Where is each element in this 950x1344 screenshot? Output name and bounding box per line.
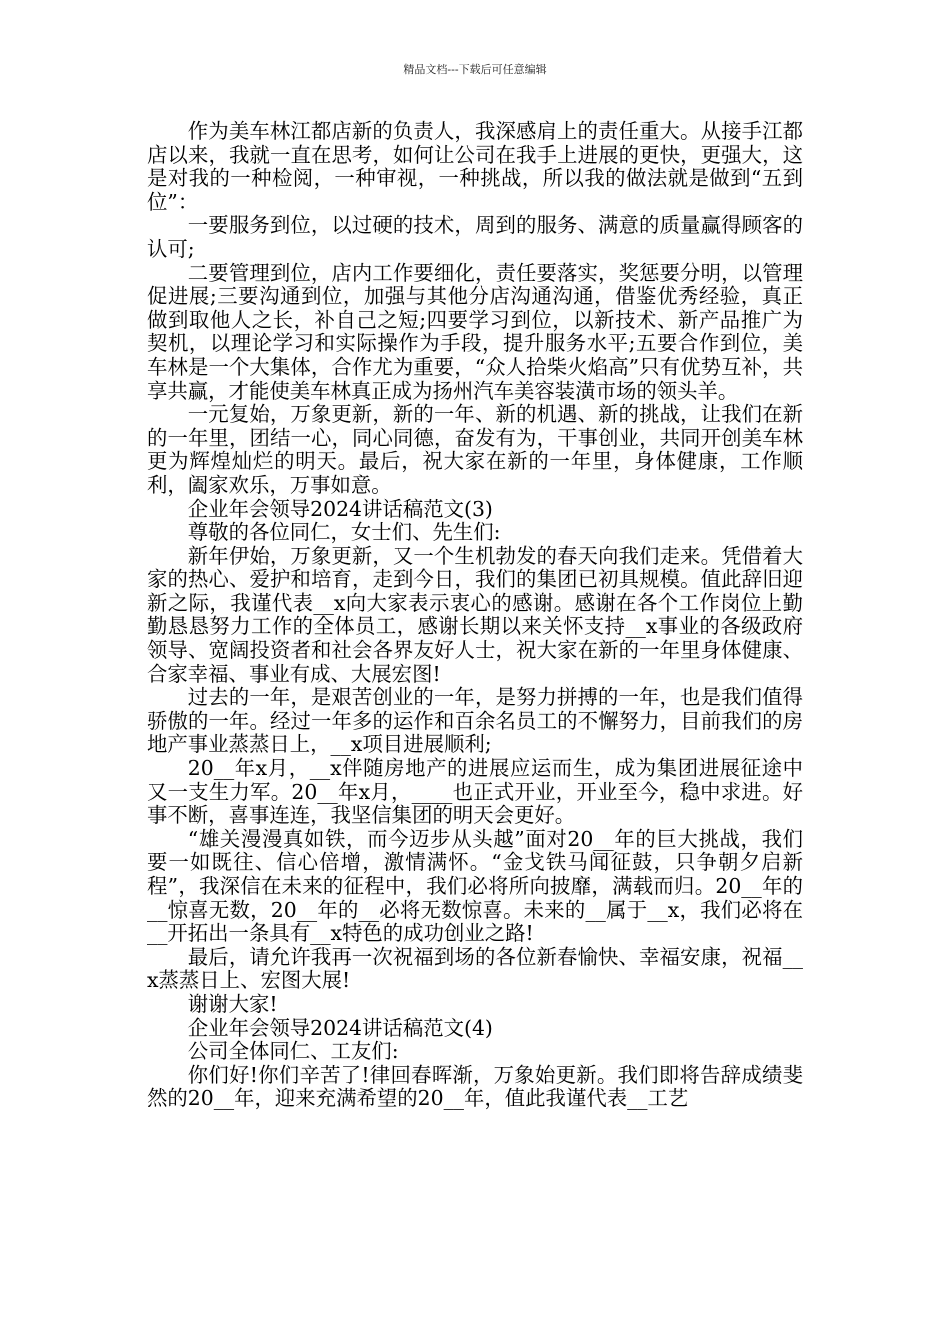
paragraph: 一要服务到位，以过硬的技术，周到的服务、满意的质量赢得顾客的认可;	[147, 213, 803, 261]
salutation: 尊敬的各位同仁，女士们、先生们:	[187, 520, 501, 545]
paragraph: 新年伊始，万象更新，又一个生机勃发的春天向我们走来。凭借着大家的热心、爱护和培育，走到今日，我们的集团已初具规模。值此辞旧迎新之际，我谨代表__x向大家表示衷心的感谢。感谢在各个工作岗位上勤勤恳恳努力工作的全体员工，感谢长期以来关怀支持__x事业的各级政府领导、宽阔投资者和社会各界友好人士，祝大家在新的一年里身体健康、合家幸福、事业有成、大展宏图!	[147, 543, 803, 686]
paragraph: 一元复始，万象更新，新的一年、新的机遇、新的挑战，让我们在新的一年里，团结一心，同心同德，奋发有为，干事创业，共同开创美车林更为辉煌灿烂的明天。最后，祝大家在新的一年里，身体健康，工作顺利，阖家欢乐，万事如意。	[147, 402, 803, 497]
paragraph: 20__年x月，__x伴随房地产的进展应运而生，成为集团进展征途中又一支生力军。20__年x月，____也正式开业，开业至今，稳中求进。好事不断，喜事连连，我坚信集团的明天会更好。	[147, 756, 803, 828]
paragraph: 作为美车林江都店新的负责人，我深感肩上的责任重大。从接手江都店以来，我就一直在思考，如何让公司在我手上进展的更快，更强大，这是对我的一种检阅，一种审视，一种挑战，所以我的做法就是做到“五到位”：	[147, 119, 803, 214]
paragraph: 最后，请允许我再一次祝福到场的各位新春愉快、幸福安康，祝福__x蒸蒸日上、宏图大展!	[147, 944, 803, 993]
paragraph: 过去的一年，是艰苦创业的一年，是努力拼搏的一年，也是我们值得骄傲的一年。经过一年多的运作和百余名员工的不懈努力，目前我们的房地产事业蒸蒸日上，__x项目进展顺利;	[147, 685, 803, 757]
paragraph: 二要管理到位，店内工作要细化，责任要落实，奖惩要分明，以管理促进展;三要沟通到位，加强与其他分店沟通沟通，借鉴优秀经验，真正做到取他人之长，补自己之短;四要学习到位，以新技术、新产品推广为契机，以理论学习和实际操作为手段，提升服务水平;五要合作到位，美车林是一个大集体，合作尤为重要，“众人拾柴火焰高”只有优势互补，共享共赢，才能使美车林真正成为扬州汽车美容装潢市场的领头羊。	[147, 260, 803, 403]
section-title: 企业年会领导2024讲话稿范文(3)	[187, 496, 493, 521]
paragraph: “雄关漫漫真如铁，而今迈步从头越”面对20__年的巨大挑战，我们要一如既往、信心倍增，激情满怀。“金戈铁马闻征鼓，只争朝夕启新程”，我深信在未来的征程中，我们必将所向披靡，满载而归。20__年的__惊喜无数，20__年的__必将无数惊喜。未来的__属于__x，我们必将在__开拓出一条具有__x特色的成功创业之路!	[147, 826, 803, 946]
section-title: 企业年会领导2024讲话稿范文(4)	[187, 1015, 493, 1040]
closing-line: 谢谢大家!	[187, 991, 278, 1016]
salutation: 公司全体同仁、工友们:	[187, 1039, 399, 1064]
document-body	[147, 120, 803, 1111]
page-header: 精品文档---下载后可任意编辑	[403, 63, 547, 76]
paragraph: 你们好!你们辛苦了!律回春晖渐，万象始更新。我们即将告辞成绩斐然的20__年，迎来充满希望的20__年，值此我谨代表__工艺	[147, 1062, 803, 1111]
